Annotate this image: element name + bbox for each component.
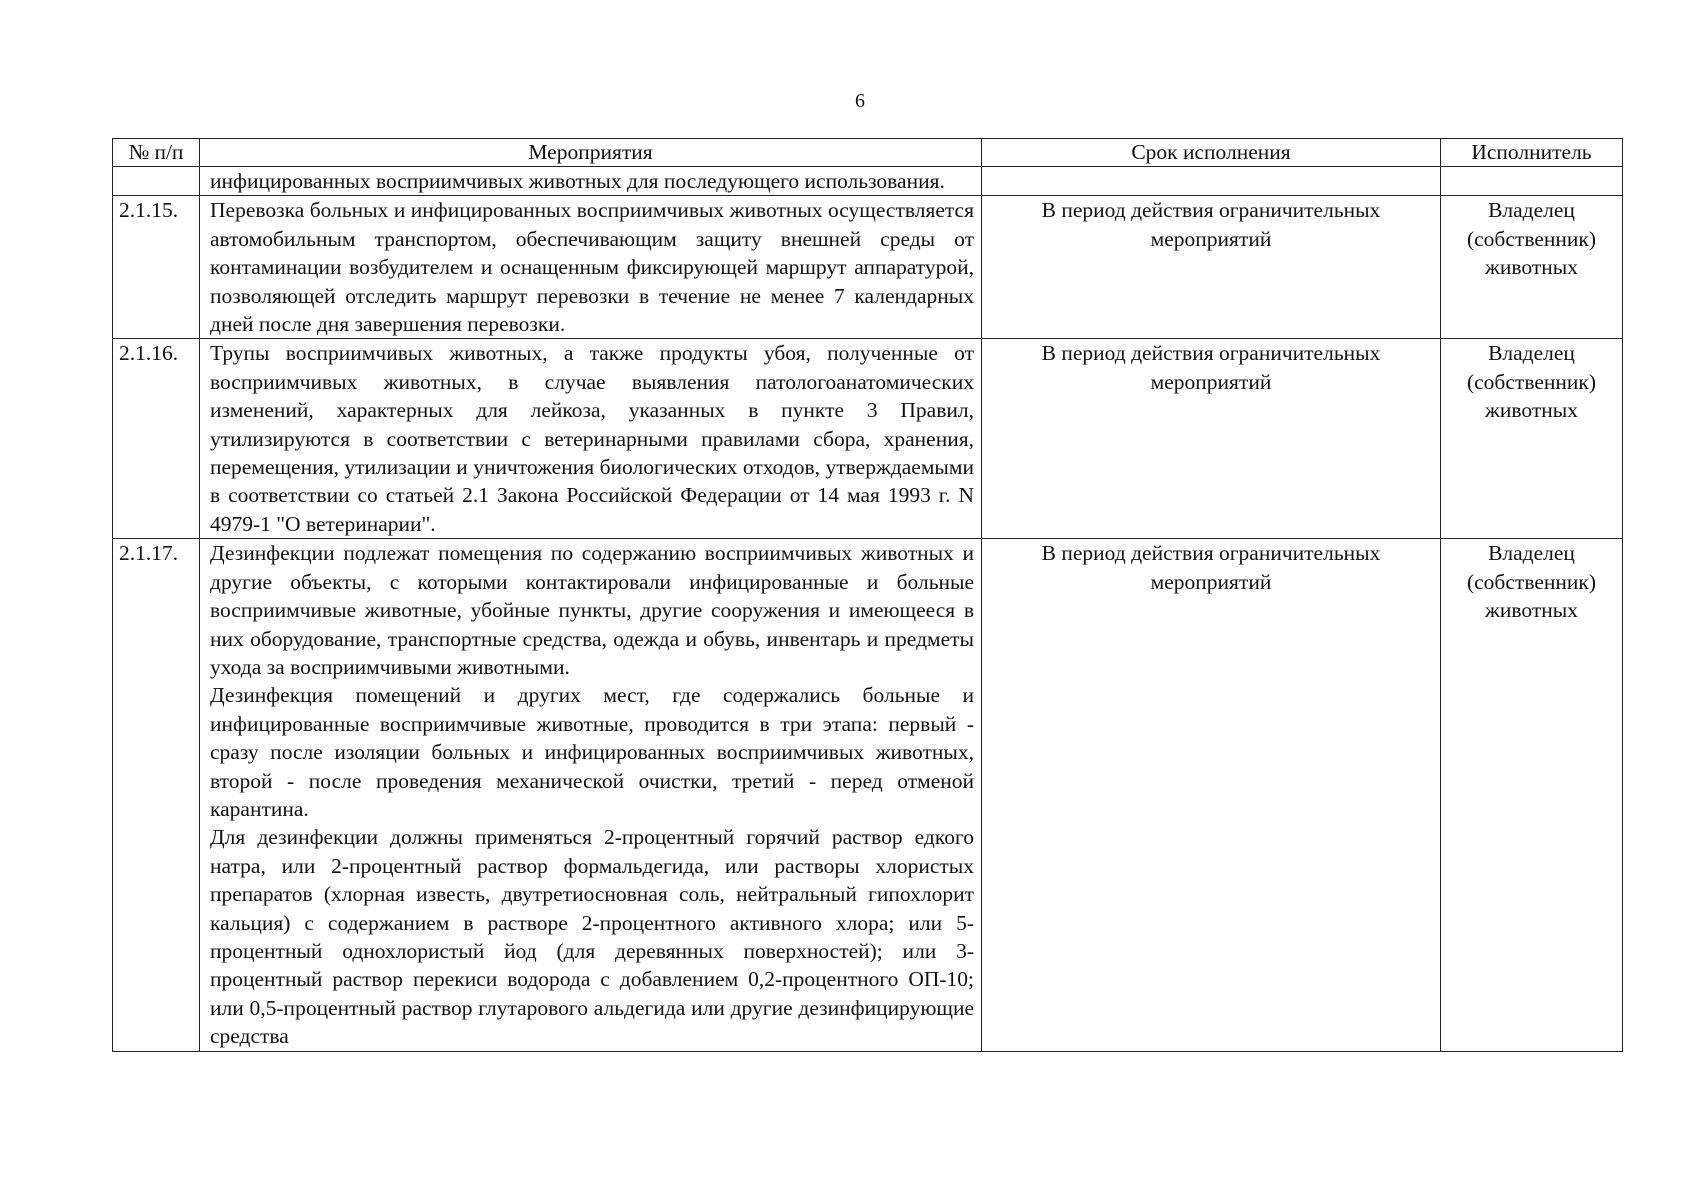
- header-action: Мероприятия: [200, 139, 982, 167]
- action-paragraph: Перевозка больных и инфицированных восприимчивых животных осуществляется автомобильным транспортом, обеспечивающим защиту внешней среды от контаминации возбудителем и оснащенным фиксирующей маршрут аппаратурой, позволяющей отследить маршрут перевозки в течение не менее 7 календарных дней после дня завершения перевозки.: [210, 198, 974, 337]
- row-number: 2.1.16.: [113, 339, 200, 539]
- table-header-row: [113, 139, 1623, 167]
- table-row: [113, 167, 1623, 196]
- action-paragraph: инфицированных восприимчивых животных для последующего использования.: [210, 169, 945, 193]
- header-term: Срок исполнения: [982, 139, 1441, 167]
- row-number: [113, 167, 200, 196]
- row-executor: Владелец (собственник) животных: [1441, 196, 1623, 339]
- row-action: [200, 167, 982, 196]
- row-number: 2.1.15.: [113, 196, 200, 339]
- table-row: [113, 539, 1623, 1051]
- table-row: [113, 196, 1623, 339]
- measures-table: [112, 138, 1623, 1052]
- row-term: В период действия ограничительных мероприятий: [982, 196, 1441, 339]
- header-number: № п/п: [113, 139, 200, 167]
- action-paragraph: Для дезинфекции должны применяться 2-процентный горячий раствор едкого натра, или 2-процентный раствор формальдегида, или растворы хлористых препаратов (хлорная известь, двутретиосновная соль, нейтральный гипохлорит кальция) с содержанием в растворе 2-процентного активного хлора; или 5-процентный однохлористый йод (для деревянных поверхностей); или 3-процентный раствор перекиси водорода с добавлением 0,2-процентного ОП-10; или 0,5-процентный раствор глутарового альдегида или другие дезинфицирующие средства: [210, 825, 974, 1049]
- row-action: [200, 539, 982, 1051]
- action-paragraph: Дезинфекции подлежат помещения по содержанию восприимчивых животных и другие объекты, с которыми контактировали инфицированные и больные восприимчивые животные, убойные пункты, другие сооружения и имеющееся в них оборудование, транспортные средства, одежда и обувь, инвентарь и предметы ухода за восприимчивыми животными.: [210, 541, 974, 679]
- row-action: [200, 196, 982, 339]
- header-executor: Исполнитель: [1441, 139, 1623, 167]
- row-term: В период действия ограничительных мероприятий: [982, 539, 1441, 1051]
- row-executor: [1441, 167, 1623, 196]
- row-term: [982, 167, 1441, 196]
- row-number: 2.1.17.: [113, 539, 200, 1051]
- action-paragraph: Трупы восприимчивых животных, а также продукты убоя, полученные от восприимчивых животных, в случае выявления патологоанатомических изменений, характерных для лейкоза, указанных в пункте 3 Правил, утилизируются в соответствии с ветеринарными правилами сбора, хранения, перемещения, утилизации и уничтожения биологических отходов, утверждаемыми в соответствии со статьей 2.1 Закона Российской Федерации от 14 мая 1993 г. N 4979-1 "О ветеринарии".: [210, 341, 974, 536]
- row-executor: Владелец (собственник) животных: [1441, 339, 1623, 539]
- table-row: [113, 339, 1623, 539]
- action-paragraph: Дезинфекция помещений и других мест, где содержались больные и инфицированные восприимчивые животные, проводится в три этапа: первый - сразу после изоляции больных и инфицированных восприимчивых животных, второй - после проведения механической очистки, третий - перед отменой карантина.: [210, 683, 974, 821]
- page-number: 6: [855, 90, 865, 112]
- row-action: [200, 339, 982, 539]
- row-executor: Владелец (собственник) животных: [1441, 539, 1623, 1051]
- row-term: В период действия ограничительных мероприятий: [982, 339, 1441, 539]
